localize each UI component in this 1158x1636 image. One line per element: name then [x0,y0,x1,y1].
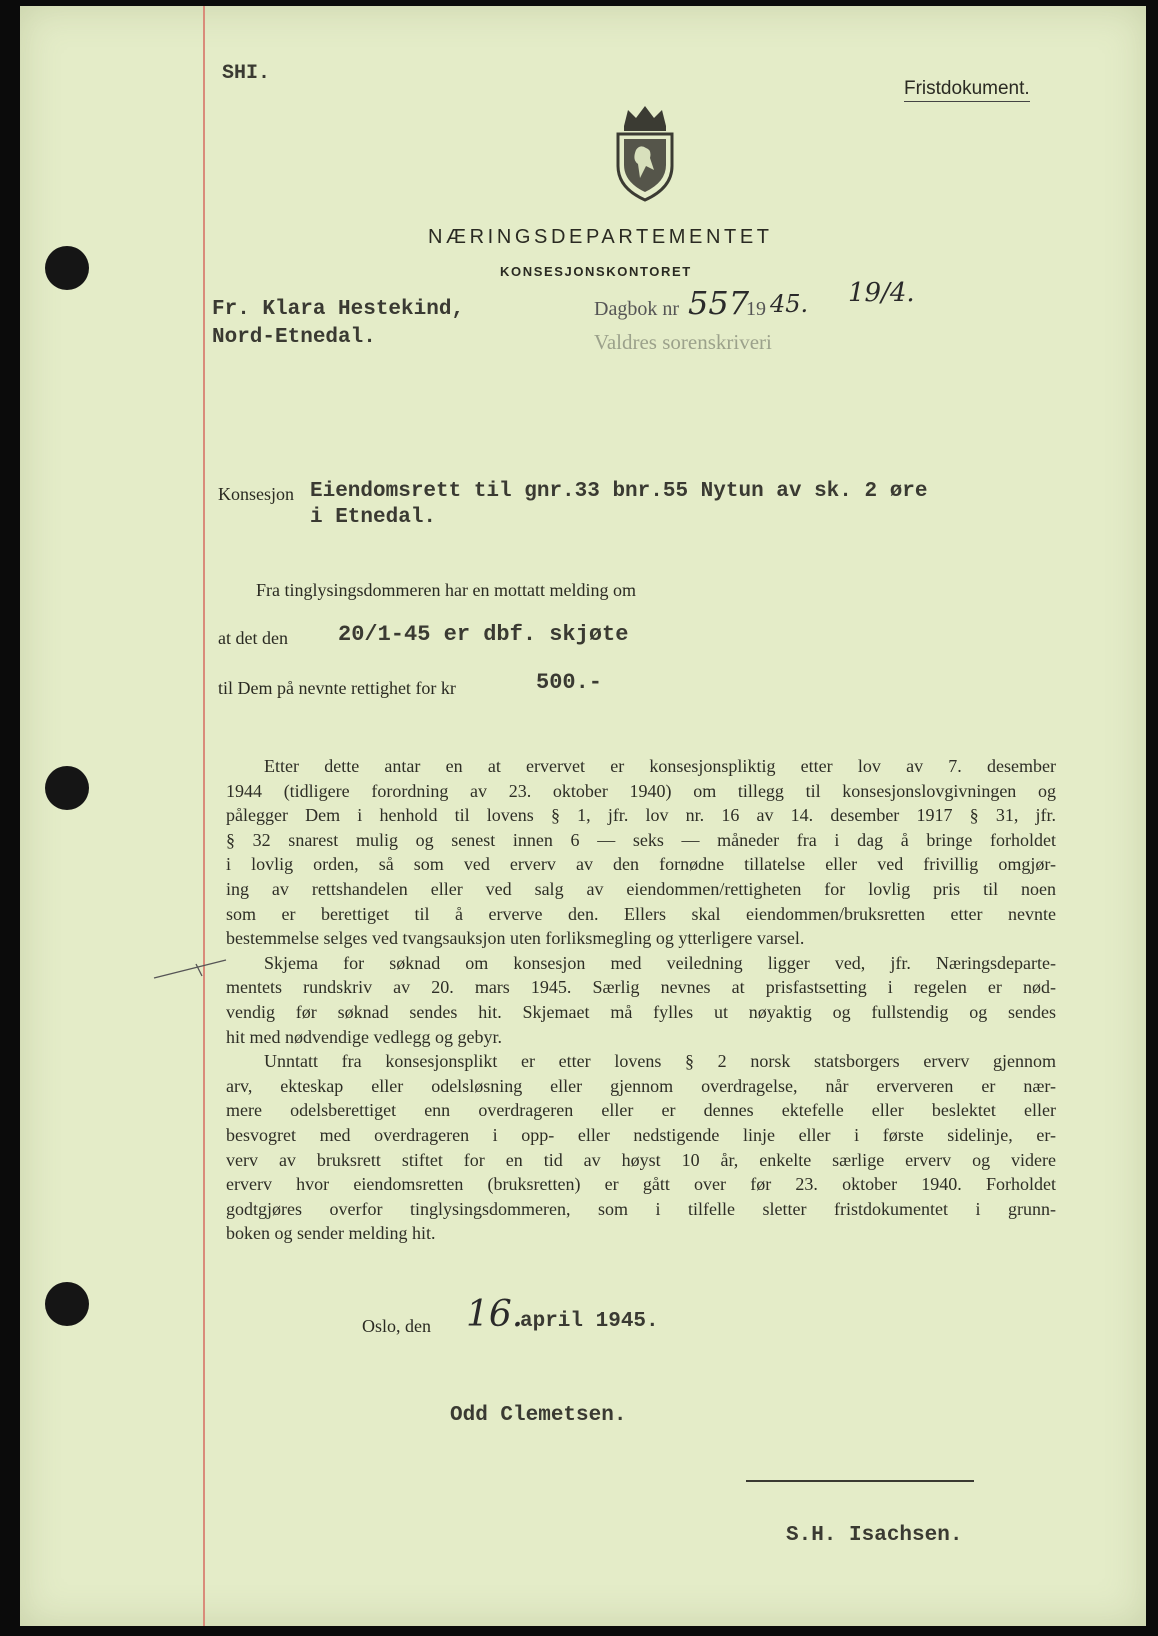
recipient-place: Nord-Etnedal. [212,326,376,349]
body-line: besvogret med overdrageren i opp- eller nedstigende linje eller i første sidelinje, er- [226,1124,1056,1145]
body-text [226,754,1056,1246]
closing-place: Oslo, den [362,1316,431,1336]
body-line: verv av bruksrett stiftet for en tid av høyst 10 år, enkelte særlige erverv og videre [226,1149,1056,1170]
notice-line-2-label: at det den [218,628,288,648]
office-stamp: Valdres sorenskriveri [594,330,772,354]
closing-day: 16. [466,1294,524,1335]
body-line: Unntatt fra konsesjonsplikt er etter lovens § 2 norsk statsborgers erverv gjennom [264,1051,1056,1072]
closing-month-year: april 1945. [520,1310,659,1333]
journal-year: 45. [770,290,809,318]
header-code: SHI. [222,62,271,85]
coat-of-arms-icon [610,104,680,204]
signer-name: Odd Clemetsen. [450,1404,627,1427]
notice-line-2-value: 20/1-45 er dbf. skjøte [338,622,629,647]
concession-line-2: i Etnedal. [310,506,437,529]
concession-line-1: Eiendomsrett til gnr.33 bnr.55 Nytun av sk. 2 øre [310,480,928,503]
secretary-name: S.H. Isachsen. [786,1524,963,1547]
journal-number: 557 [688,284,750,322]
body-line: mere odelsberettiget enn overdrageren eller er dennes ektefelle eller beslektet eller [226,1100,1056,1121]
body-line: som er berettiget til å erverve den. Ellers skal eiendommen/bruksretten etter nevnte [226,903,1056,924]
journal-date-note: 19/4. [848,278,915,308]
document-type: Fristdokument. [904,78,1030,102]
journal-year-prefix: 19 [746,298,766,320]
margin-pencil-mark [150,946,230,986]
document-page [20,6,1146,1626]
body-line: vendig før søknad sendes hit. Skjemaet må fylles ut nøyaktig og fullstendig og sendes [226,1001,1056,1022]
ministry-name: NÆRINGSDEPARTEMENTET [428,226,773,248]
punch-hole [45,246,89,290]
body-line: hit med nødvendige vedlegg og gebyr. [226,1026,502,1047]
body-line: bestemmelse selges ved tvangsauksjon uten forliksmegling og ytterligere varsel. [226,928,805,949]
notice-line-1: Fra tinglysingsdommeren har en mottatt melding om [256,580,636,600]
body-line: mentets rundskriv av 20. mars 1945. Særlig nevnes at prisfastsetting i regelen er nød- [226,977,1056,998]
punch-hole [45,766,89,810]
body-line: erverv hvor eiendomsretten (bruksretten) er gått over før 23. oktober 1940. Forholdet [226,1174,1056,1195]
notice-line-3-label: til Dem på nevnte rettighet for kr [218,678,456,698]
body-line: § 32 snarest mulig og senest innen 6 — seks — måneder fra i dag å bringe forholdet [226,829,1056,850]
body-line: pålegger Dem i henhold til lovens § 1, jfr. lov nr. 16 av 14. desember 1917 § 31, jfr. [226,805,1056,826]
margin-rule [203,6,205,1626]
signature-line [746,1480,974,1482]
body-line: godtgjøres overfor tinglysingsdommeren, som i tilfelle sletter fristdokumentet i grunn- [226,1198,1056,1219]
notice-line-3-value: 500.- [536,670,603,695]
body-line: ing av rettshandelen eller ved salg av eiendommen/rettigheten for lovlig pris til noen [226,878,1056,899]
office-name: KONSESJONSKONTORET [500,264,692,279]
body-line: 1944 (tidligere forordning av 23. oktober 1940) om tillegg til konsesjonslovgivningen og [226,780,1056,801]
journal-label: Dagbok nr [594,298,679,320]
punch-hole [45,1282,89,1326]
body-line: i lovlig orden, så som ved erverv av den fornødne tillatelse eller ved frivillig omgjør- [226,854,1056,875]
body-line: arv, ekteskap eller odelsløsning eller gjennom overdragelse, når erververen er nær- [226,1075,1056,1096]
body-line: boken og sender melding hit. [226,1223,436,1244]
recipient-name: Fr. Klara Hestekind, [212,298,465,321]
body-line: Skjema for søknad om konsesjon med veiledning ligger ved, jfr. Næringsdeparte- [264,952,1056,973]
body-line: Etter dette antar en at ervervet er konsesjonspliktig etter lov av 7. desember [264,756,1056,776]
concession-label: Konsesjon [218,484,294,504]
